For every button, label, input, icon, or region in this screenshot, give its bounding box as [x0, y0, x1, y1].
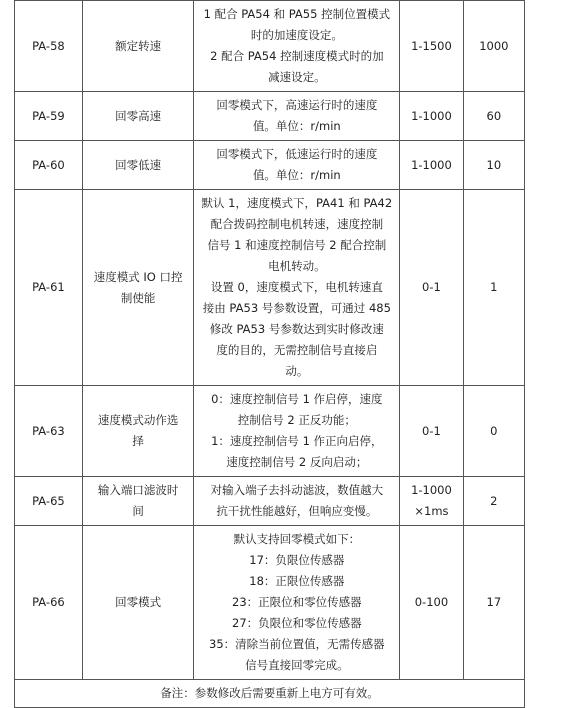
param-range: 0-1 [400, 190, 463, 386]
param-code: PA-63 [15, 386, 83, 477]
param-description: 0：速度控制信号 1 作启停，速度 控制信号 2 正反功能； 1：速度控制信号 1 作正向启停， 速度控制信号 2 反向启动； [194, 386, 400, 477]
param-name: 回零低速 [82, 141, 194, 190]
param-code: PA-59 [15, 92, 83, 141]
param-code: PA-61 [15, 190, 83, 386]
param-range: 1-1000 [400, 141, 463, 190]
param-default: 1 [463, 190, 524, 386]
param-description: 对输入端子去抖动滤波，数值越大 抗干扰性能越好，但响应变慢。 [194, 477, 400, 526]
table-row [15, 386, 525, 477]
param-default: 2 [463, 477, 524, 526]
param-name: 速度模式动作选 择 [82, 386, 194, 477]
param-code: PA-65 [15, 477, 83, 526]
param-code: PA-66 [15, 526, 83, 680]
param-description: 回零模式下，高速运行时的速度 值。单位：r/min [194, 92, 400, 141]
param-name: 回零高速 [82, 92, 194, 141]
param-range: 0-100 [400, 526, 463, 680]
param-description: 1 配合 PA54 和 PA55 控制位置模式 时的加速度设定。 2 配合 PA54 控制速度模式时的加 减速设定。 [194, 1, 400, 92]
param-range: 1-1500 [400, 1, 463, 92]
table-row [15, 190, 525, 386]
param-name: 输入端口滤波时 间 [82, 477, 194, 526]
param-code: PA-60 [15, 141, 83, 190]
param-default: 10 [463, 141, 524, 190]
table-row [15, 477, 525, 526]
table-row [15, 141, 525, 190]
table-row [15, 1, 525, 92]
table-row [15, 92, 525, 141]
param-range: 1-1000 [400, 92, 463, 141]
param-description: 回零模式下，低速运行时的速度 值。单位：r/min [194, 141, 400, 190]
param-name: 速度模式 IO 口控 制使能 [82, 190, 194, 386]
param-default: 17 [463, 526, 524, 680]
parameter-table [14, 0, 525, 708]
param-default: 1000 [463, 1, 524, 92]
param-description: 默认支持回零模式如下： 17：负限位传感器 18：正限位传感器 23：正限位和零位传感器 27：负限位和零位传感器 35：清除当前位置值，无需传感器 信号直接回零完成。 [194, 526, 400, 680]
param-range: 0-1 [400, 386, 463, 477]
param-name: 回零模式 [82, 526, 194, 680]
param-range: 1-1000 ×1ms [400, 477, 463, 526]
param-default: 0 [463, 386, 524, 477]
param-default: 60 [463, 92, 524, 141]
param-description: 默认 1，速度模式下，PA41 和 PA42 配合拨码控制电机转速，速度控制 信号 1 和速度控制信号 2 配合控制 电机转动。 设置 0，速度模式下，电机转速直 接由 PA53 号参数设置，可通过 485 修改 PA53 号参数达到实时修改速 度的目的，无需控制信号直接启 动。 [194, 190, 400, 386]
table-note: 备注：参数修改后需要重新上电方可有效。 [15, 680, 525, 708]
param-code: PA-58 [15, 1, 83, 92]
param-name: 额定转速 [82, 1, 194, 92]
table-row [15, 526, 525, 680]
